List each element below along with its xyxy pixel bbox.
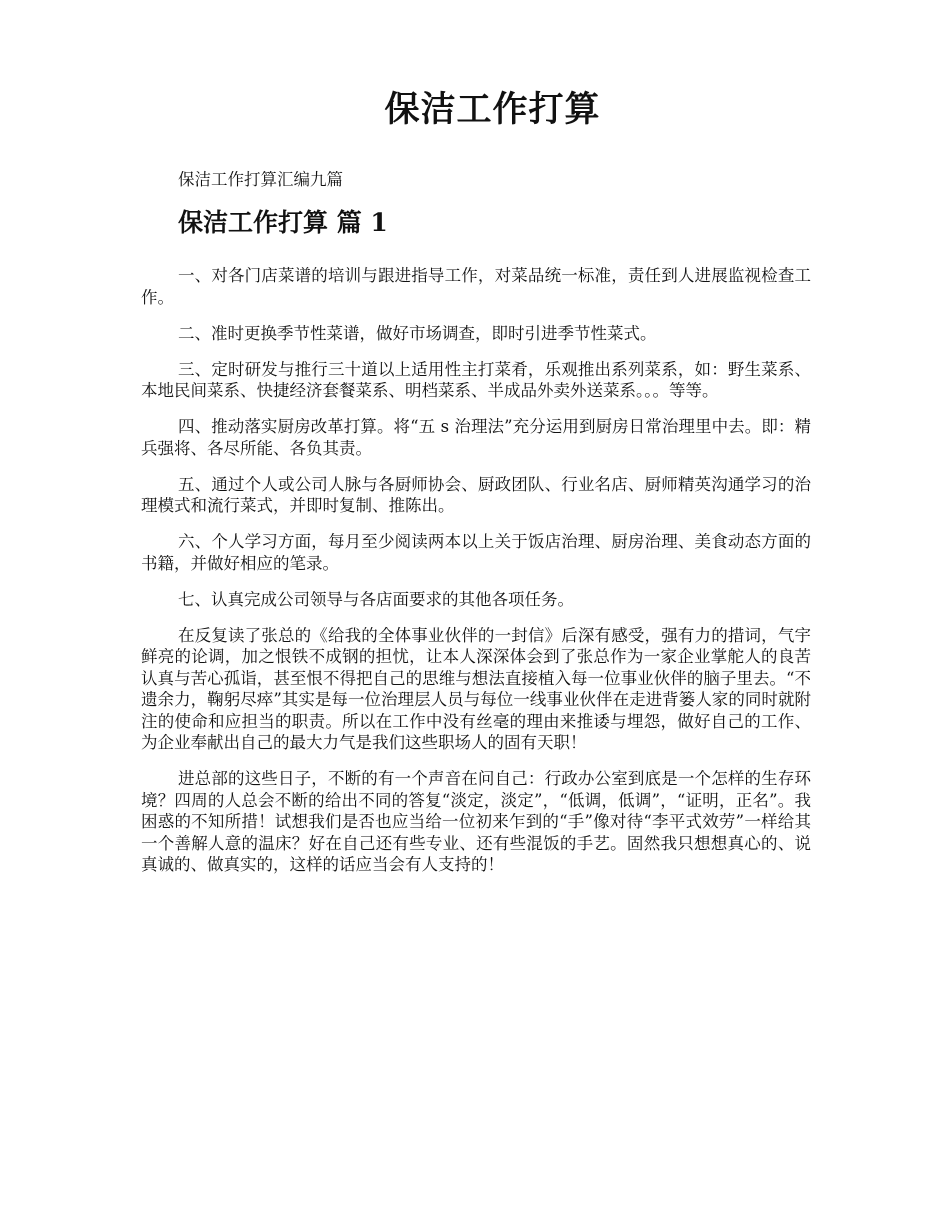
paragraph: 一、对各门店菜谱的培训与跟进指导工作，对菜品统一标准，责任到人进展监视检查工作。 [141,266,811,307]
body-text [141,265,811,890]
paragraph: 进总部的这些日子，不断的有一个声音在问自己：行政办公室到底是一个怎样的生存环境？四周的人总会不断的给出不同的答复“淡定，淡定”，“低调，低调”，“证明，正名”。我困惑的不知所措！试想我们是否也应当给一位初来乍到的“手”像对待“李平式效劳”一样给其一个善解人意的温床？好在自己还有些专业、还有些混饭的手艺。固然我只想想真心的、说真诚的、做真实的，这样的话应当会有人支持的！ [141,769,811,874]
paragraph: 在反复读了张总的《给我的全体事业伙伴的一封信》后深有感受，强有力的措词，气宇鲜亮的论调，加之恨铁不成钢的担忧，让本人深深体会到了张总作为一家企业掌舵人的良苦认真与苦心孤诣，甚至恨不得把自己的思维与想法直接植入每一位事业伙伴的脑子里去。“不遗余力，鞠躬尽瘁”其实是每一位治理层人员与每位一线事业伙伴在走进背篓人家的同时就附注的使命和应担当的职责。所以在工作中没有丝毫的理由来推诿与埋怨，做好自己的工作、为企业奉献出自己的最大力气是我们这些职场人的固有天职！ [141,625,811,752]
section-heading: 保洁工作打算 篇 1 [178,208,388,237]
paragraph: 七、认真完成公司领导与各店面要求的其他各项任务。 [178,589,574,609]
paragraph: 六、个人学习方面，每月至少阅读两本以上关于饭店治理、厨房治理、美食动态方面的书籍，并做好相应的笔录。 [141,532,811,573]
paragraph: 四、推动落实厨房改革打算。将“五 s 治理法”充分运用到厨房日常治理里中去。即：精兵强将、各尽所能、各负其责。 [141,417,811,458]
paragraph: 三、定时研发与推行三十道以上适用性主打菜肴，乐观推出系列菜系，如：野生菜系、本地民间菜系、快捷经济套餐菜系、明档菜系、半成品外卖外送菜系。。。等等。 [141,359,811,400]
paragraph: 五、通过个人或公司人脉与各厨师协会、厨政团队、行业名店、厨师精英沟通学习的治理模式和流行菜式，并即时复制、推陈出。 [141,474,811,515]
paragraph: 二、准时更换季节性菜谱，做好市场调查，即时引进季节性菜式。 [178,323,657,343]
document-subtitle: 保洁工作打算汇编九篇 [178,170,343,189]
document-title: 保洁工作打算 [384,89,601,130]
